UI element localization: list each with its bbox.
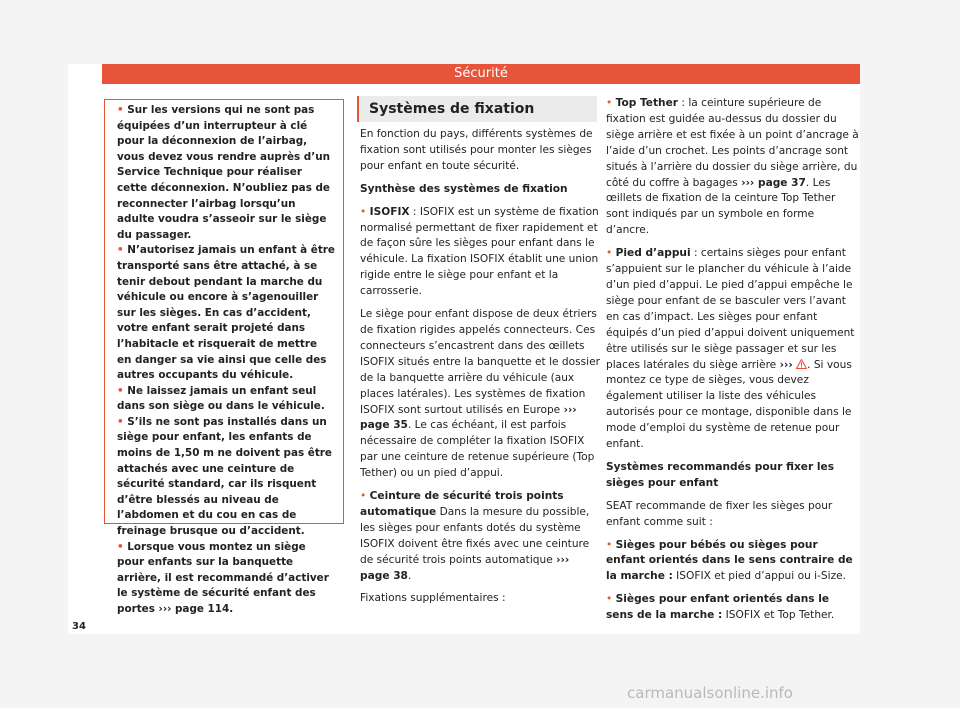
page-header: Sécurité [102,64,860,84]
recommend-item: • Sièges pour enfant orientés dans le sens de la marche : ISOFIX et Top Tether. [606,593,835,622]
page-link[interactable]: ››› page 35 [360,403,577,432]
bullet-icon: • [117,104,124,116]
warning-item: • N’autorisez jamais un enfant à être transporté sans être attaché, à se tenir debout pendant la marche du véhicule ou encore à s’agenouiller sur les sièges. En cas d’accident, votre enfant serait projeté dans l’habitacle et risquerait de mettre en danger sa vie ainsi que celle des autres occupants du véhicule. [117,244,335,382]
watermark: carmanualsonline.info [627,684,793,702]
warning-item: • Lorsque vous montez un siège pour enfants sur la banquette arrière, il est recommandé d’activer le système de sécurité enfant des portes ››› page 114. [117,540,329,615]
bullet-icon: • [117,244,124,257]
connector-paragraph: Le siège pour enfant dispose de deux étriers de fixation rigides appelés connecteurs. Ces connecteurs s’encastrent dans des œillets ISOFIX situés entre la banquette et le dossier de la banquette arrière du véhicule (aux places latérales). Les systèmes de fixation ISOFIX sont surtout utilisés en Europe ››› page 35. Le cas échéant, il est parfois nécessaire de compléter la fixation ISOFIX par une ceinture de retenue supérieure (Top Tether) ou un pied d’appui. [360,308,600,480]
bullet-icon: • [606,97,613,109]
right-column [606,96,860,631]
subheading-recommended: Systèmes recommandés pour fixer les sièges pour enfant [606,460,835,489]
bullet-icon: • [360,490,367,503]
bullet-icon: • [606,538,613,551]
subheading-overview: Synthèse des systèmes de fixation [360,182,568,195]
bullet-icon: • [606,593,613,606]
section-title: Systèmes de fixation [369,101,535,117]
isofix-item: • ISOFIX : ISOFIX est un système de fixation normalisé permettant de fixer rapidement et de façon sûre les sièges pour enfant dans le véhicule. La fixation ISOFIX établit une union rigide entre le siège pour enfant et la carrosserie. [360,205,599,298]
intro-paragraph: En fonction du pays, différents systèmes de fixation sont utilisés pour monter les sièges pour enfant en toute sécurité. [360,128,593,172]
bullet-icon: • [117,415,124,428]
recommend-item: • Sièges pour bébés ou sièges pour enfant orientés dans le sens contraire de la marche : ISOFIX et pied d’appui ou i-Size. [606,538,853,583]
warning-item: • Sur les versions qui ne sont pas équipées d’un interrupteur à clé pour la déconnexion de l’airbag, vous devez vous rendre auprès d’un Service Technique pour réaliser cette déconnexion. N’oubliez pas de reconnecter l’airbag lorsqu’un adulte voudra s’asseoir sur le siège du passager. [117,104,330,241]
warning-item: • S’ils ne sont pas installés dans un siège pour enfant, les enfants de moins de 1,50 m ne doivent pas être attachés avec une ceinture de sécurité standard, car ils risquent d’être blessés au niveau de l’abdomen et du cou en cas de freinage brusque ou d’accident. [117,415,332,538]
support-leg-item: • Pied d’appui : certains sièges pour enfant s’appuient sur le plancher du véhicule à l’aide d’un pied d’appui. Le pied d’appui empêche le siège pour enfant de se basculer vers l’avant en cas d’impact. Les sièges pour enfant équipés d’un pied d’appui doivent uniquement être utilisés sur le siège passager et sur les places latérales du siège arrière ››› . Si vous montez ce type de sièges, vous devez également utiliser la liste des véhicules autorisés pour ce montage, disponible dans le mode d’emploi du système de retenue pour enfant. [606,247,855,451]
page-link[interactable]: ››› page 114. [158,603,234,615]
top-tether-item: • Top Tether : la ceinture supérieure de fixation est guidée au-dessus du dossier du siège arrière et est fixée à un point d’ancrage à l’aide d’un crochet. Les points d’ancrage sont situés à l’arrière du dossier du siège arrière, du côté du coffre à bagages ››› page 37. Les œillets de fixation de la ceinture Top Tether sont indiqués par un symbole en forme d’ancre. [606,97,859,237]
bullet-icon: • [360,205,367,218]
page-number: 34 [72,621,86,632]
warning-triangle-icon [796,359,807,369]
three-point-item: • Ceinture de sécurité trois points automatique Dans la mesure du possible, les sièges pour enfants dotés du système ISOFIX doivent être fixés avec une ceinture de sécurité trois points automatique ››› page 38. [360,490,590,582]
recommend-paragraph: SEAT recommande de fixer les sièges pour enfant comme suit : [606,499,833,528]
bullet-icon: • [606,247,613,260]
page-link[interactable]: ››› [779,358,793,371]
middle-column [360,127,600,614]
additional-fixings: Fixations supplémentaires : [360,592,506,605]
warning-box [104,99,344,615]
warning-item: • Ne laissez jamais un enfant seul dans son siège ou dans le véhicule. [117,384,325,413]
page-link[interactable]: ››› page 37 [741,176,806,189]
bullet-icon: • [117,540,124,553]
bullet-icon: • [117,384,124,397]
page-link[interactable]: ››› page 38 [360,553,570,582]
